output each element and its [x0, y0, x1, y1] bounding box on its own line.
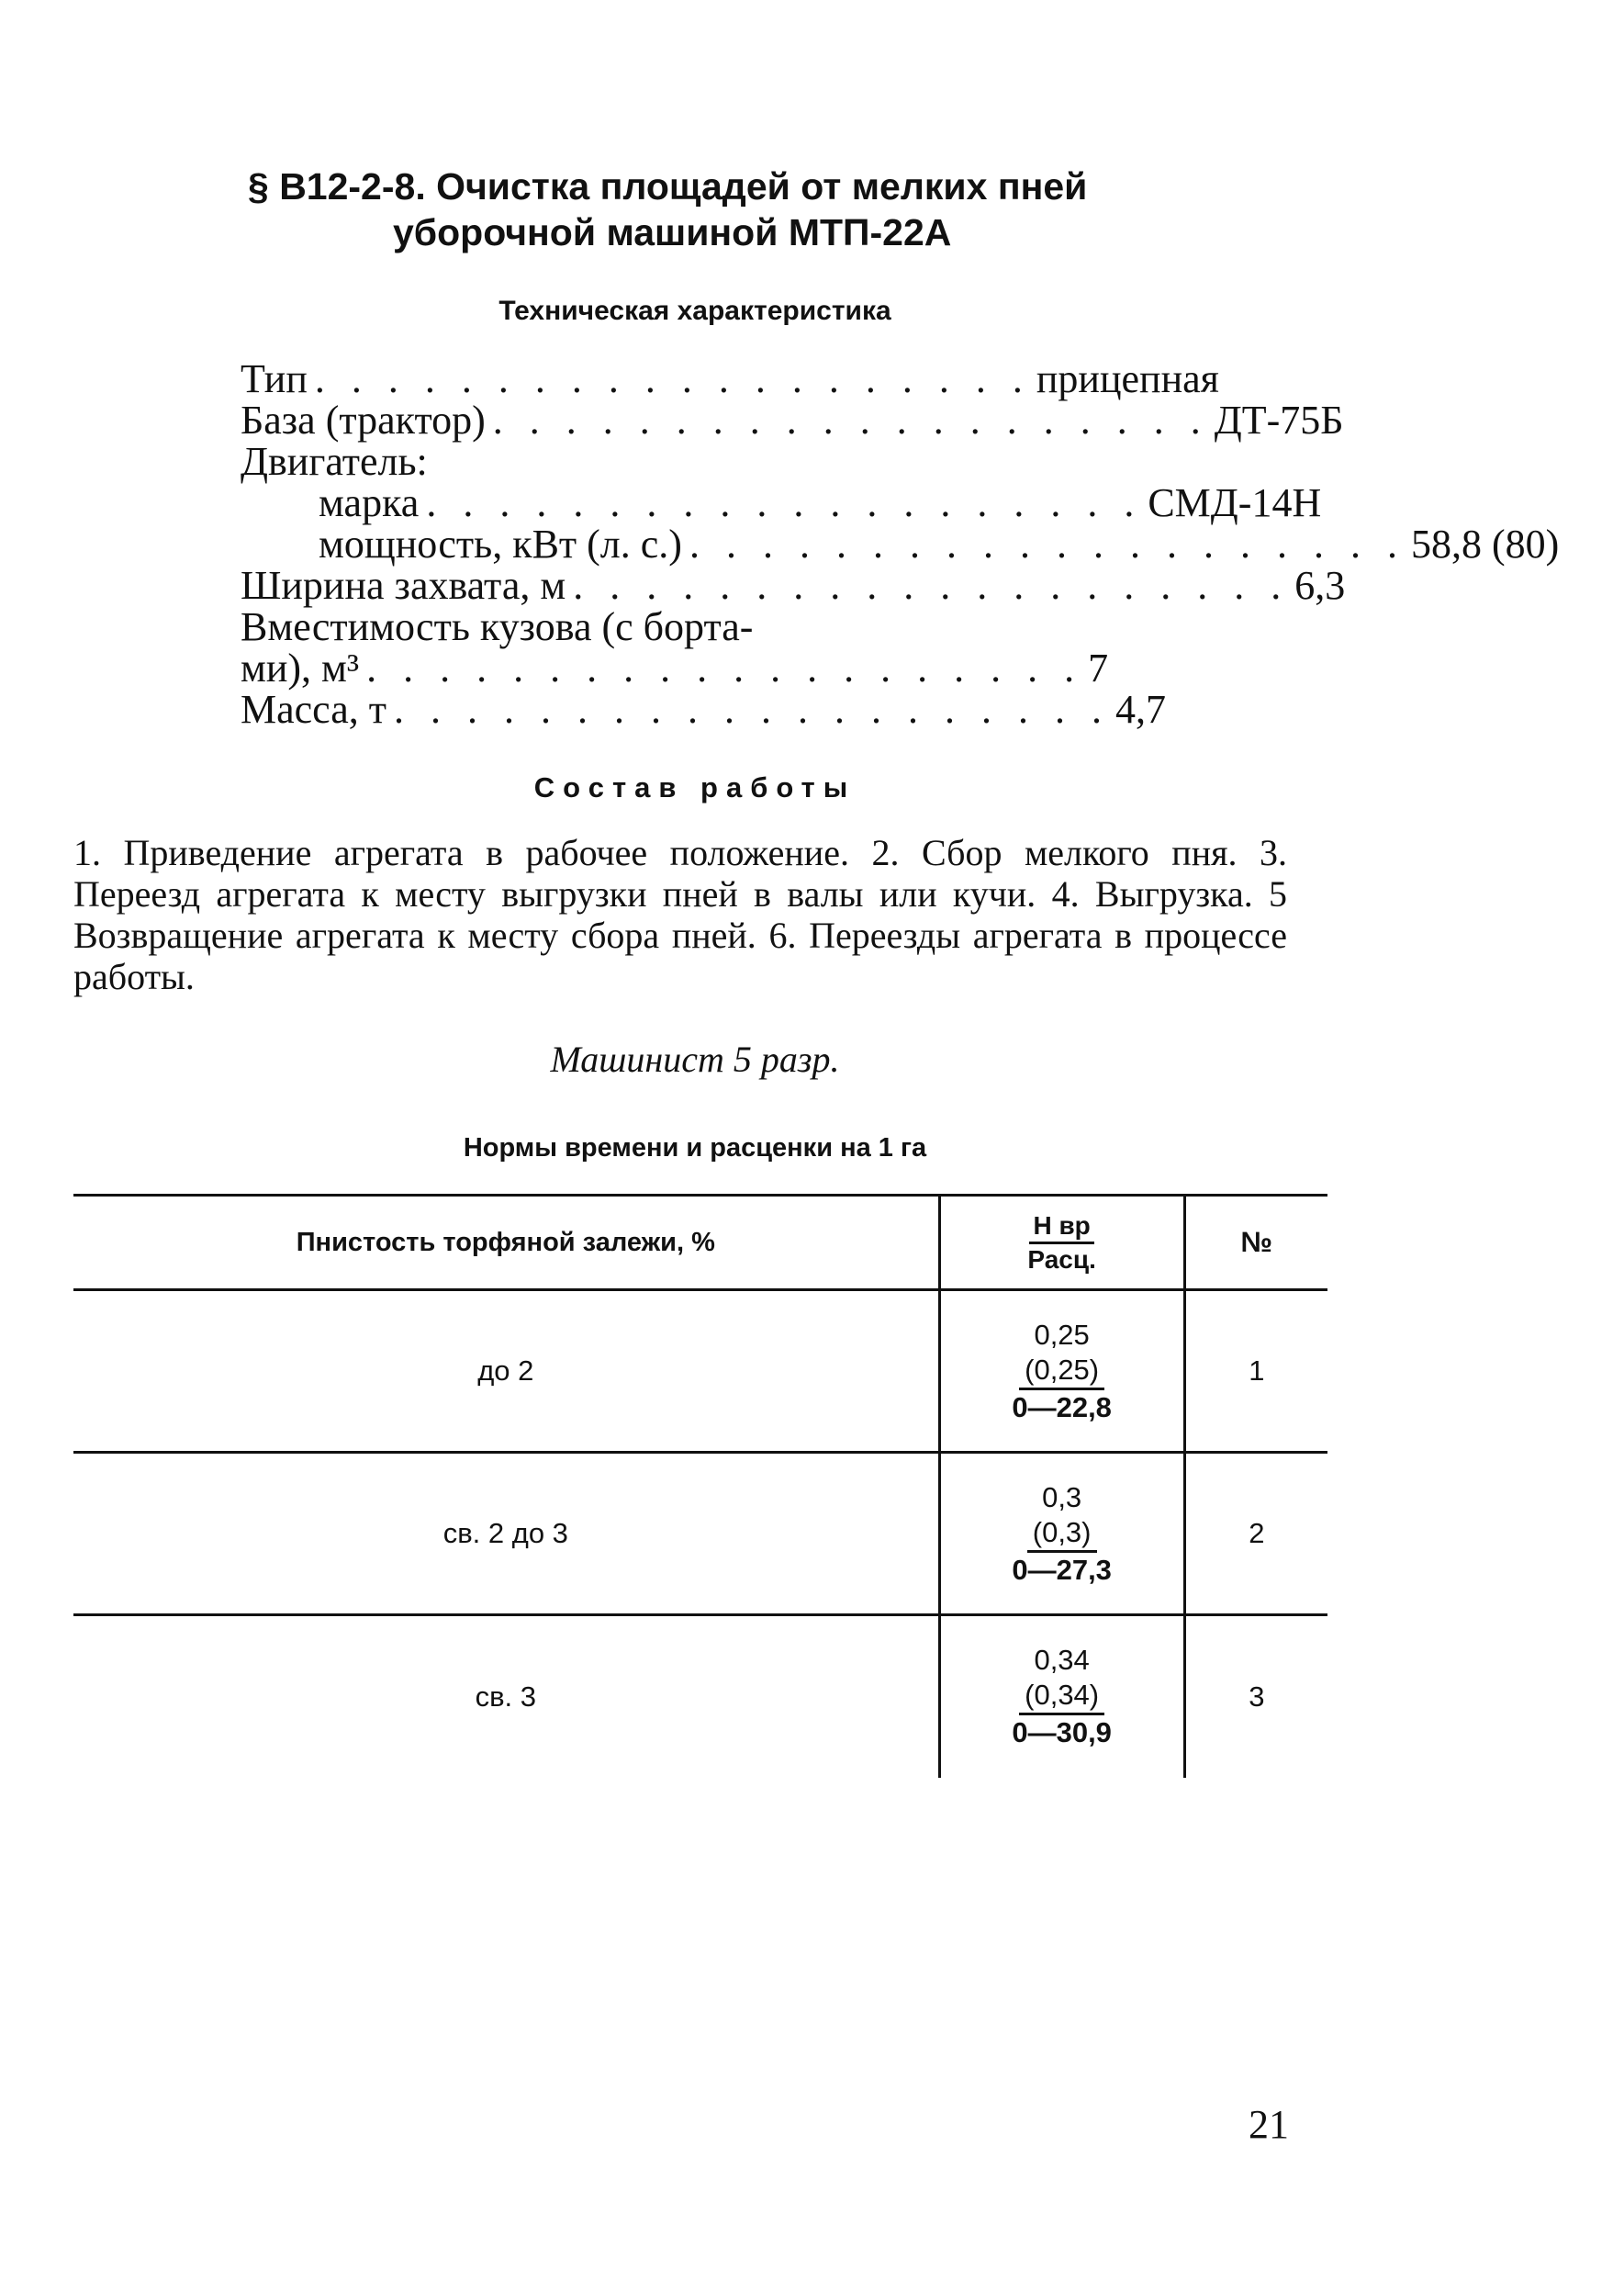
cell-norm: 0,3	[1042, 1480, 1082, 1513]
spec-value: 58,8 (80)	[1410, 522, 1560, 567]
spec-label: База (трактор)	[241, 398, 486, 443]
spec-leader-dots: . . . . . . . . . . . . . . . . . . . .	[573, 563, 1290, 608]
spec-label: Вместимость кузова (с борта-	[241, 604, 754, 649]
norms-heading: Нормы времени и расценки на 1 га	[463, 1133, 927, 1163]
spec-label: Тип	[241, 356, 308, 401]
cell-rate: 0—30,9	[1012, 1716, 1112, 1749]
spec-leader-dots: . . . . . . . . . . . . . . . . . . . .	[426, 480, 1143, 525]
spec-leader-dots: . . . . . . . . . . . . . . . . . . . .	[314, 356, 1031, 401]
cell-norm-rate	[939, 1453, 1184, 1615]
spec-value: 6,3	[1294, 563, 1346, 608]
spec-leader-dots: . . . . . . . . . . . . . . . . . . . .	[366, 646, 1083, 691]
header-norm: Н вр	[1029, 1210, 1093, 1244]
spec-row	[241, 441, 1048, 482]
composition-text: 1. Приведение агрегата в рабочее положение. 2. Сбор мелкого пня. 3. Переезд агрегата к месту выгрузки пней в валы или кучи. 4. Выгрузка. 5 Возвращение агрегата к месту сбора пней. 6. Переезды агрегата в процессе работы.	[73, 832, 1287, 997]
cell-condition: до 2	[73, 1290, 939, 1453]
spec-value: прицепная	[1036, 356, 1219, 401]
cell-norm-paren: (0,34)	[1019, 1678, 1104, 1715]
section-title-line2: уборочной машиной МТП-22А	[393, 211, 952, 253]
section-title	[248, 163, 1166, 255]
norms-table	[73, 1194, 1327, 1778]
spec-value: ДТ-75Б	[1214, 398, 1344, 443]
table-header-row	[73, 1196, 1327, 1290]
spec-leader-dots: . . . . . . . . . . . . . . . . . . . .	[689, 522, 1406, 567]
cell-condition: св. 3	[73, 1615, 939, 1778]
header-number: №	[1240, 1226, 1273, 1258]
spec-label: марка	[319, 480, 420, 525]
spec-label: мощность, кВт (л. с.)	[319, 522, 682, 567]
cell-number: 1	[1249, 1354, 1265, 1387]
spec-row	[241, 687, 1167, 732]
section-title-line1: § В12-2-8. Очистка площадей от мелких пней	[248, 165, 1088, 208]
spec-list	[241, 356, 1560, 732]
table-row	[73, 1453, 1327, 1615]
cell-rate: 0—22,8	[1012, 1390, 1112, 1423]
cell-norm: 0,25	[1034, 1318, 1090, 1351]
spec-row	[241, 480, 1322, 525]
cell-condition: св. 2 до 3	[73, 1453, 939, 1615]
spec-row	[241, 606, 1048, 647]
cell-norm: 0,34	[1034, 1644, 1090, 1677]
cell-rate: 0—27,3	[1012, 1553, 1112, 1586]
spec-label: Ширина захвата, м	[241, 563, 566, 608]
spec-row	[241, 646, 1109, 691]
spec-heading: Техническая характеристика	[498, 296, 891, 326]
cell-number: 3	[1249, 1680, 1265, 1713]
table-row	[73, 1615, 1327, 1778]
spec-row	[241, 356, 1219, 401]
header-rate: Расц.	[1027, 1244, 1096, 1274]
spec-value: 4,7	[1115, 687, 1167, 732]
spec-row	[241, 522, 1560, 567]
table-row	[73, 1290, 1327, 1453]
spec-row	[241, 563, 1346, 608]
spec-value: 7	[1088, 646, 1109, 691]
cell-norm-paren: (0,25)	[1019, 1353, 1104, 1390]
header-condition: Пнистость торфяной залежи, %	[73, 1196, 939, 1290]
header-norm-rate	[939, 1196, 1184, 1290]
spec-row	[241, 398, 1344, 443]
spec-label: ми), м³	[241, 646, 360, 691]
spec-label: Двигатель:	[241, 439, 428, 484]
cell-norm-rate	[939, 1615, 1184, 1778]
cell-norm-rate	[939, 1290, 1184, 1453]
spec-value: СМД-14Н	[1148, 480, 1322, 525]
spec-label: Масса, т	[241, 687, 387, 732]
spec-leader-dots: . . . . . . . . . . . . . . . . . . . .	[394, 687, 1111, 732]
cell-number: 2	[1249, 1517, 1265, 1549]
worker-grade: Машинист 5 разр.	[550, 1039, 840, 1080]
page-number: 21	[1249, 2102, 1289, 2147]
composition-heading: Состав работы	[533, 771, 857, 803]
cell-norm-paren: (0,3)	[1027, 1515, 1097, 1553]
spec-leader-dots: . . . . . . . . . . . . . . . . . . . .	[492, 398, 1209, 443]
